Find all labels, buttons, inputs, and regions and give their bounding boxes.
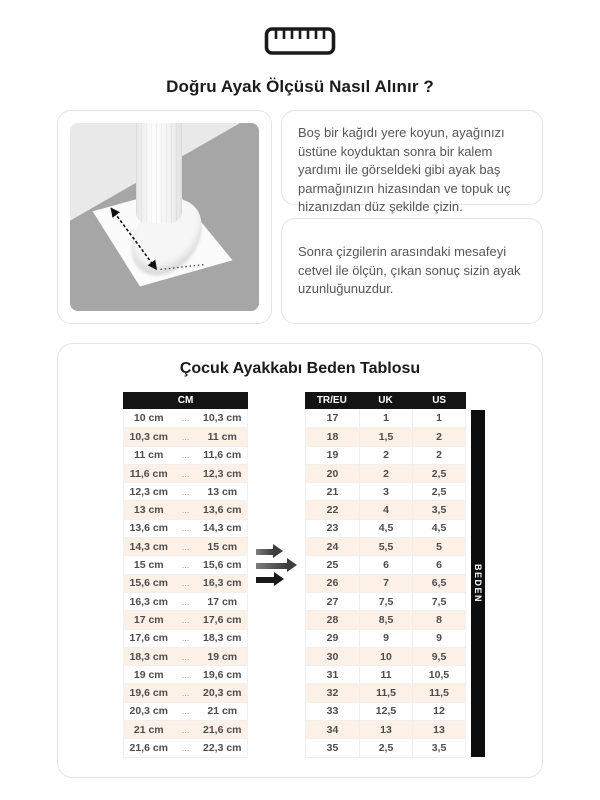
cm-max-value: 20,3 cm bbox=[202, 687, 242, 700]
cm-min-value: 11 cm bbox=[134, 449, 164, 462]
arrow-right-icon bbox=[256, 544, 283, 559]
us-value: 6,5 bbox=[412, 575, 465, 592]
cm-table-row bbox=[124, 482, 247, 500]
us-value: 10,5 bbox=[412, 666, 465, 683]
cm-table-row bbox=[124, 610, 247, 628]
shoe-size-table-row bbox=[306, 427, 465, 445]
uk-value: 3 bbox=[359, 483, 412, 500]
uk-value: 2 bbox=[359, 447, 412, 464]
shoe-size-table-row bbox=[306, 647, 465, 665]
cm-max-value: 13,6 cm bbox=[202, 504, 242, 517]
beden-side-label: BEDEN bbox=[471, 410, 485, 757]
range-dots: ... bbox=[181, 413, 190, 424]
us-value: 2,5 bbox=[412, 483, 465, 500]
range-dots: ... bbox=[181, 523, 190, 534]
tr-eu-value: 22 bbox=[326, 504, 339, 517]
cm-table-header: CM bbox=[123, 392, 248, 409]
cm-max-value: 18,3 cm bbox=[202, 632, 242, 645]
measurement-photo-card bbox=[57, 110, 272, 324]
us-value: 3,5 bbox=[412, 501, 465, 518]
cm-min-value: 19,6 cm bbox=[129, 687, 169, 700]
range-dots: ... bbox=[181, 431, 190, 442]
us-value: 2 bbox=[412, 428, 465, 445]
cm-table-row bbox=[124, 647, 247, 665]
range-dots: ... bbox=[181, 651, 190, 662]
header-tr-eu: TR/EU bbox=[316, 395, 347, 406]
range-dots: ... bbox=[181, 633, 190, 644]
shoe-size-table-row bbox=[306, 574, 465, 592]
tr-eu-value: 19 bbox=[326, 449, 339, 462]
uk-value: 5,5 bbox=[359, 538, 412, 555]
range-dots: ... bbox=[181, 578, 190, 589]
tr-eu-value: 33 bbox=[326, 705, 339, 718]
range-dots: ... bbox=[181, 669, 190, 680]
cm-table-row bbox=[124, 738, 247, 756]
us-value: 12 bbox=[412, 703, 465, 720]
us-value: 4,5 bbox=[412, 520, 465, 537]
uk-value: 2,5 bbox=[359, 739, 412, 756]
foot-measurement-photo bbox=[70, 123, 259, 311]
tr-eu-value: 28 bbox=[326, 613, 339, 626]
instructions-section bbox=[57, 110, 543, 324]
shoe-size-table-row bbox=[306, 537, 465, 555]
cm-max-value: 21,6 cm bbox=[202, 723, 242, 736]
tr-eu-value: 30 bbox=[326, 650, 339, 663]
uk-value: 11,5 bbox=[359, 684, 412, 701]
us-value: 11,5 bbox=[412, 684, 465, 701]
tr-eu-value: 24 bbox=[326, 540, 339, 553]
tr-eu-value: 29 bbox=[326, 632, 339, 645]
cm-max-value: 15 cm bbox=[207, 540, 238, 553]
cm-table-row bbox=[124, 519, 247, 537]
cm-max-value: 17 cm bbox=[207, 595, 238, 608]
cm-table-row bbox=[124, 702, 247, 720]
shoe-size-table-row bbox=[306, 683, 465, 701]
tr-eu-value: 23 bbox=[326, 522, 339, 535]
range-dots: ... bbox=[181, 468, 190, 479]
cm-table-row bbox=[124, 592, 247, 610]
us-value: 13 bbox=[412, 721, 465, 738]
arrow-right-icon bbox=[256, 572, 284, 587]
cm-min-value: 15,6 cm bbox=[129, 577, 169, 590]
shoe-size-table-row bbox=[306, 629, 465, 647]
tr-eu-value: 35 bbox=[326, 741, 339, 754]
tr-eu-value: 34 bbox=[326, 723, 339, 736]
cm-min-value: 13,6 cm bbox=[129, 522, 169, 535]
cm-min-value: 11,6 cm bbox=[129, 467, 168, 480]
uk-value: 10 bbox=[359, 648, 412, 665]
instruction-step-1-text: Boş bir kağıdı yere koyun, ayağınızı üstüne koyduktan sonra bir kalem yardımı ile görseldeki gibi ayak baş parmağınızın hizasından ve topuk uç hizanızdan düz şekilde çizin. bbox=[298, 125, 511, 215]
size-table-title: Çocuk Ayakkabı Beden Tablosu bbox=[179, 360, 421, 377]
uk-value: 11 bbox=[359, 666, 412, 683]
uk-value: 7 bbox=[359, 575, 412, 592]
cm-min-value: 21 cm bbox=[133, 723, 164, 736]
instruction-step-2 bbox=[281, 218, 543, 324]
range-dots: ... bbox=[181, 688, 190, 699]
cm-table-row bbox=[124, 537, 247, 555]
shoe-size-table-row bbox=[306, 500, 465, 518]
tr-eu-value: 27 bbox=[326, 595, 339, 608]
header-us: US bbox=[432, 395, 447, 406]
tr-eu-value: 26 bbox=[326, 577, 339, 590]
shoe-size-table bbox=[305, 392, 466, 758]
range-dots: ... bbox=[181, 486, 190, 497]
uk-value: 13 bbox=[359, 721, 412, 738]
range-dots: ... bbox=[181, 724, 190, 735]
shoe-size-table-row bbox=[306, 702, 465, 720]
shoe-size-table-header bbox=[305, 392, 466, 409]
cm-max-value: 13 cm bbox=[207, 485, 238, 498]
cm-table-row bbox=[124, 500, 247, 518]
arrow-right-icon bbox=[256, 558, 297, 573]
page-title: Doğru Ayak Ölçüsü Nasıl Alınır ? bbox=[166, 77, 434, 96]
cm-min-value: 16,3 cm bbox=[129, 595, 169, 608]
uk-value: 2 bbox=[359, 465, 412, 482]
range-dots: ... bbox=[181, 614, 190, 625]
us-value: 9,5 bbox=[412, 648, 465, 665]
cm-max-value: 19,6 cm bbox=[202, 668, 242, 681]
us-value: 8 bbox=[412, 611, 465, 628]
cm-table-row bbox=[124, 629, 247, 647]
uk-value: 7,5 bbox=[359, 593, 412, 610]
us-value: 6 bbox=[412, 556, 465, 573]
range-dots: ... bbox=[181, 742, 190, 753]
tr-eu-value: 17 bbox=[326, 412, 339, 425]
cm-min-value: 19 cm bbox=[133, 668, 164, 681]
header-uk: UK bbox=[378, 395, 393, 406]
uk-value: 1 bbox=[359, 409, 412, 427]
instructions-column bbox=[281, 110, 543, 324]
size-table-section bbox=[57, 343, 543, 778]
cm-max-value: 11,6 cm bbox=[203, 449, 242, 462]
instruction-step-2-text: Sonra çizgilerin arasındaki mesafeyi cetvel ile ölçün, çıkan sonuç sizin ayak uzunluğunuzdur. bbox=[298, 244, 521, 297]
shoe-size-table-row bbox=[306, 446, 465, 464]
uk-value: 9 bbox=[359, 630, 412, 647]
range-dots: ... bbox=[181, 505, 190, 516]
range-dots: ... bbox=[181, 450, 190, 461]
shoe-size-table-body bbox=[305, 409, 466, 758]
range-dots: ... bbox=[181, 596, 190, 607]
shoe-size-table-row bbox=[306, 592, 465, 610]
us-value: 1 bbox=[412, 409, 465, 427]
shoe-size-table-row bbox=[306, 519, 465, 537]
uk-value: 4 bbox=[359, 501, 412, 518]
instruction-step-1 bbox=[281, 110, 543, 215]
cm-table-row bbox=[124, 555, 247, 573]
uk-value: 4,5 bbox=[359, 520, 412, 537]
us-value: 2 bbox=[412, 447, 465, 464]
cm-min-value: 20,3 cm bbox=[129, 705, 169, 718]
range-dots: ... bbox=[181, 541, 190, 552]
cm-max-value: 12,3 cm bbox=[202, 467, 242, 480]
cm-table-row bbox=[124, 427, 247, 445]
range-dots: ... bbox=[181, 706, 190, 717]
cm-max-value: 16,3 cm bbox=[202, 577, 242, 590]
cm-min-value: 13 cm bbox=[133, 504, 164, 517]
us-value: 2,5 bbox=[412, 465, 465, 482]
shoe-size-table-row bbox=[306, 665, 465, 683]
cm-table-row bbox=[124, 683, 247, 701]
cm-min-value: 17 cm bbox=[133, 613, 164, 626]
tr-eu-value: 32 bbox=[326, 687, 339, 700]
tr-eu-value: 20 bbox=[326, 467, 339, 480]
us-value: 7,5 bbox=[412, 593, 465, 610]
tr-eu-value: 21 bbox=[326, 485, 339, 498]
cm-max-value: 21 cm bbox=[207, 705, 238, 718]
cm-min-value: 18,3 cm bbox=[129, 650, 169, 663]
ruler-icon bbox=[0, 26, 600, 61]
tr-eu-value: 18 bbox=[326, 430, 339, 443]
us-value: 3,5 bbox=[412, 739, 465, 756]
shoe-size-table-row bbox=[306, 482, 465, 500]
cm-table-row bbox=[124, 574, 247, 592]
tr-eu-value: 25 bbox=[326, 559, 339, 572]
cm-max-value: 11 cm bbox=[207, 430, 237, 443]
cm-min-value: 17,6 cm bbox=[129, 632, 169, 645]
shoe-size-table-row bbox=[306, 720, 465, 738]
uk-value: 8,5 bbox=[359, 611, 412, 628]
cm-max-value: 14,3 cm bbox=[202, 522, 242, 535]
cm-max-value: 22,3 cm bbox=[202, 741, 242, 754]
us-value: 9 bbox=[412, 630, 465, 647]
cm-table bbox=[123, 392, 248, 758]
cm-min-value: 21,6 cm bbox=[129, 741, 169, 754]
cm-min-value: 14,3 cm bbox=[129, 540, 169, 553]
measure-arrow-icon bbox=[70, 123, 259, 311]
uk-value: 12,5 bbox=[359, 703, 412, 720]
uk-value: 1,5 bbox=[359, 428, 412, 445]
shoe-size-table-row bbox=[306, 555, 465, 573]
us-value: 5 bbox=[412, 538, 465, 555]
cm-table-row bbox=[124, 720, 247, 738]
cm-table-row bbox=[124, 464, 247, 482]
cm-max-value: 10,3 cm bbox=[202, 412, 242, 425]
shoe-size-table-row bbox=[306, 738, 465, 756]
shoe-size-table-row bbox=[306, 464, 465, 482]
cm-max-value: 19 cm bbox=[207, 650, 238, 663]
tr-eu-value: 31 bbox=[326, 668, 339, 681]
cm-table-row bbox=[124, 446, 247, 464]
cm-table-body bbox=[123, 409, 248, 758]
shoe-size-table-row bbox=[306, 610, 465, 628]
cm-min-value: 12,3 cm bbox=[129, 485, 169, 498]
range-dots: ... bbox=[181, 560, 190, 571]
uk-value: 6 bbox=[359, 556, 412, 573]
cm-min-value: 15 cm bbox=[133, 559, 164, 572]
cm-table-row bbox=[124, 665, 247, 683]
cm-min-value: 10,3 cm bbox=[129, 430, 169, 443]
shoe-size-table-row bbox=[306, 409, 465, 427]
cm-max-value: 17,6 cm bbox=[202, 613, 242, 626]
cm-table-row bbox=[124, 409, 247, 427]
cm-max-value: 15,6 cm bbox=[202, 559, 242, 572]
cm-min-value: 10 cm bbox=[133, 412, 164, 425]
